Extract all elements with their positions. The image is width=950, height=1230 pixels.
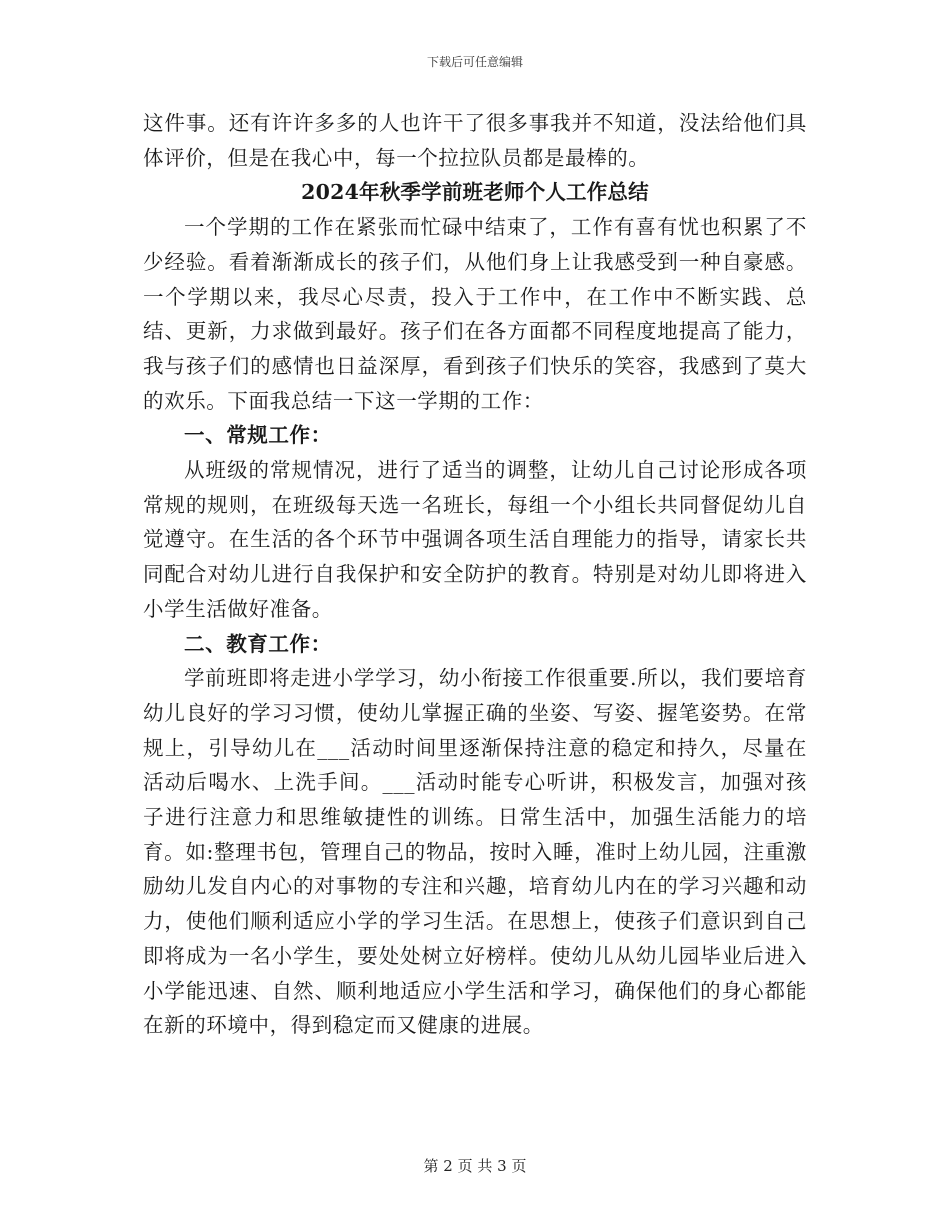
document-title: 2024年秋季学前班老师个人工作总结 <box>301 180 649 205</box>
section-heading-routine-work: 一、常规工作： <box>184 423 332 448</box>
paragraph-intro: 一个学期的工作在紧张而忙碌中结束了，工作有喜有忧也积累了不少经验。看着渐渐成长的孩子们，从他们身上让我感受到一种自豪感。一个学期以来，我尽心尽责，投入于工作中，在工作中不断实践、总结、更新，力求做到最好。孩子们在各方面都不同程度地提高了能力，我与孩子们的感情也日益深厚，看到孩子们快乐的笑容，我感到了莫大的欢乐。下面我总结一下这一学期的工作： <box>143 215 807 413</box>
page-indicator: 第 2 页 共 3 页 <box>423 1157 527 1175</box>
header-note: 下载后可任意编辑 <box>426 55 523 69</box>
intro-continuation: 这件事。还有许许多多的人也许干了很多事我并不知道，没法给他们具体评价，但是在我心中，每一个拉拉队员都是最棒的。 <box>143 111 807 170</box>
document-body <box>143 106 807 1043</box>
section-heading-education-work: 二、教育工作： <box>184 631 332 656</box>
paragraph-education-work: 学前班即将走进小学学习，幼小衔接工作很重要.所以，我们要培育幼儿良好的学习习惯，使幼儿掌握正确的坐姿、写姿、握笔姿势。在常规上，引导幼儿在___活动时间里逐渐保持注意的稳定和持久，尽量在活动后喝水、上洗手间。___活动时能专心听讲，积极发言，加强对孩子进行注意力和思维敏捷性的训练。日常生活中，加强生活能力的培育。如:整理书包，管理自己的物品，按时入睡，准时上幼儿园，注重激励幼儿发自内心的对事物的专注和兴趣，培育幼儿内在的学习兴趣和动力，使他们顺利适应小学的学习生活。在思想上，使孩子们意识到自己即将成为一名小学生，要处处树立好榜样。使幼儿从幼儿园毕业后进入小学能迅速、自然、顺利地适应小学生活和学习，确保他们的身心都能在新的环境中，得到稳定而又健康的进展。 <box>143 666 807 1038</box>
paragraph-routine-work: 从班级的常规情况，进行了适当的调整，让幼儿自己讨论形成各项常规的规则，在班级每天选一名班长，每组一个小组长共同督促幼儿自觉遵守。在生活的各个环节中强调各项生活自理能力的指导，请家长共同配合对幼儿进行自我保护和安全防护的教育。特别是对幼儿即将进入小学生活做好准备。 <box>143 458 807 621</box>
